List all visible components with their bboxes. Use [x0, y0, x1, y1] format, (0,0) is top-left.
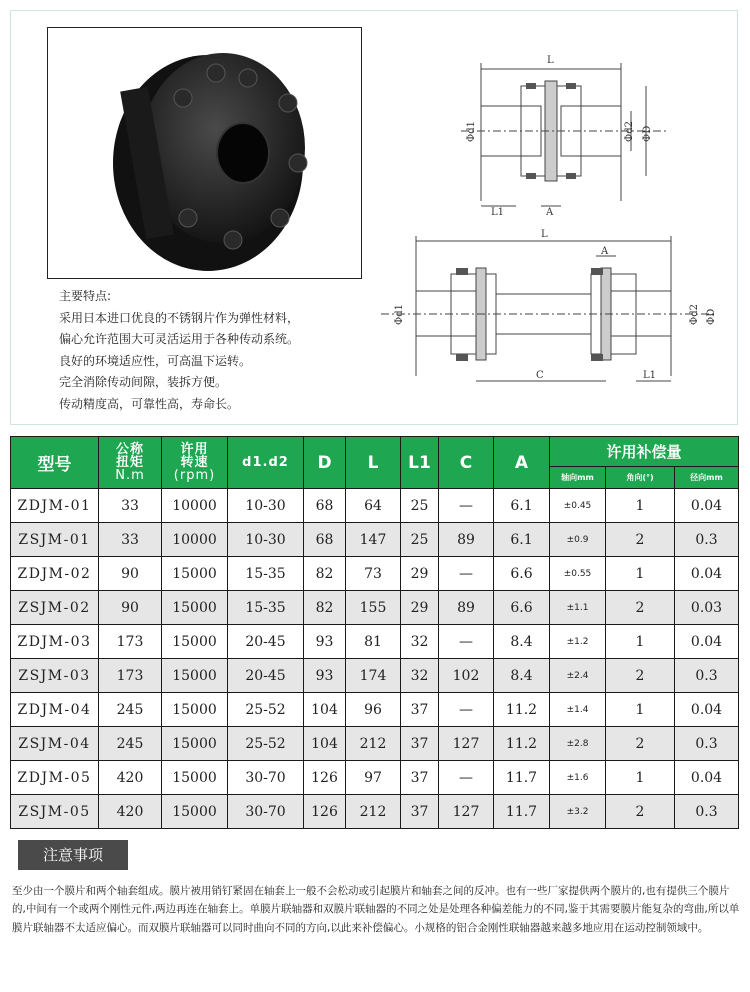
table-cell: 2	[606, 591, 675, 625]
table-cell: 25-52	[228, 727, 304, 761]
dim-L-label-2: L	[541, 229, 548, 240]
table-cell: 15000	[162, 761, 228, 795]
table-cell: 11.2	[494, 693, 550, 727]
product-photo	[47, 27, 362, 279]
table-cell: 10000	[162, 523, 228, 557]
header-L1: L1	[401, 437, 439, 489]
table-row	[11, 693, 739, 727]
dim-A-label-2: A	[601, 246, 609, 257]
header-compensation: 许用补偿量	[550, 437, 739, 467]
table-cell: 30-70	[228, 795, 304, 829]
table-row	[11, 489, 739, 523]
feature-item: 传动精度高，可靠性高，寿命长。	[59, 396, 240, 411]
table-cell: 64	[346, 489, 401, 523]
table-cell: ±0.45	[550, 489, 606, 523]
model-cell: ZDJM-04	[11, 693, 99, 727]
feature-item: 采用日本进口优良的不锈钢片作为弹性材料，	[59, 310, 300, 325]
table-cell: 68	[304, 523, 346, 557]
table-cell: 11.2	[494, 727, 550, 761]
table-cell: —	[439, 761, 494, 795]
table-cell: 90	[99, 591, 162, 625]
model-cell: ZSJM-02	[11, 591, 99, 625]
feature-item: 偏心允许范围大可灵活运用于各种传动系统。	[59, 332, 300, 346]
notice-heading: 注意事项	[18, 840, 128, 870]
table-cell: 0.04	[675, 693, 739, 727]
table-cell: 29	[401, 557, 439, 591]
header-model: 型号	[11, 437, 99, 489]
table-cell: 20-45	[228, 659, 304, 693]
header-axial: 轴向mm	[550, 467, 606, 489]
table-cell: 174	[346, 659, 401, 693]
table-cell: 15000	[162, 557, 228, 591]
table-cell: 126	[304, 761, 346, 795]
table-cell: 420	[99, 761, 162, 795]
table-cell: 96	[346, 693, 401, 727]
table-cell: 82	[304, 591, 346, 625]
table-cell: 0.3	[675, 795, 739, 829]
table-cell: —	[439, 489, 494, 523]
table-cell: 93	[304, 659, 346, 693]
table-cell: 0.3	[675, 659, 739, 693]
model-cell: ZDJM-01	[11, 489, 99, 523]
dim-D-label: ΦD	[642, 125, 653, 142]
table-cell: ±1.1	[550, 591, 606, 625]
table-cell: 173	[99, 625, 162, 659]
model-cell: ZDJM-02	[11, 557, 99, 591]
table-row	[11, 795, 739, 829]
table-cell: 0.3	[675, 523, 739, 557]
features-title: 主要特点:	[59, 289, 112, 303]
dim-C-label: C	[536, 370, 544, 381]
table-cell: 8.4	[494, 659, 550, 693]
dim-A-label: A	[546, 207, 554, 218]
table-cell: 25	[401, 489, 439, 523]
table-cell: 15000	[162, 591, 228, 625]
table-cell: 6.6	[494, 591, 550, 625]
table-cell: ±0.9	[550, 523, 606, 557]
spec-table-body	[11, 489, 739, 829]
model-cell: ZDJM-05	[11, 761, 99, 795]
table-cell: 147	[346, 523, 401, 557]
header-speed: 许用 转速 (rpm)	[162, 437, 228, 489]
table-cell: 173	[99, 659, 162, 693]
table-cell: 25	[401, 523, 439, 557]
table-cell: 37	[401, 693, 439, 727]
header-A: A	[494, 437, 550, 489]
table-row	[11, 591, 739, 625]
table-cell: 126	[304, 795, 346, 829]
table-row	[11, 761, 739, 795]
table-cell: 102	[439, 659, 494, 693]
table-row	[11, 523, 739, 557]
table-cell: 93	[304, 625, 346, 659]
feature-item: 完全消除传动间隙，装拆方便。	[59, 375, 228, 389]
table-cell: 2	[606, 659, 675, 693]
table-cell: 37	[401, 761, 439, 795]
table-cell: 10-30	[228, 489, 304, 523]
table-cell: 30-70	[228, 761, 304, 795]
dim-d2-label-2: Φd2	[689, 304, 700, 325]
table-row	[11, 557, 739, 591]
model-cell: ZSJM-03	[11, 659, 99, 693]
table-cell: ±1.2	[550, 625, 606, 659]
table-cell: 37	[401, 727, 439, 761]
table-cell: 33	[99, 489, 162, 523]
table-cell: 104	[304, 693, 346, 727]
table-cell: 32	[401, 625, 439, 659]
table-cell: 2	[606, 795, 675, 829]
table-cell: 68	[304, 489, 346, 523]
table-row	[11, 659, 739, 693]
table-cell: 1	[606, 489, 675, 523]
table-cell: 0.03	[675, 591, 739, 625]
table-cell: 2	[606, 523, 675, 557]
product-overview-panel	[10, 10, 738, 425]
double-diaphragm-drawing	[381, 226, 721, 401]
dim-d1-label: Φd1	[466, 121, 477, 142]
dim-L1-label-2: L1	[643, 370, 657, 381]
dim-d1-label-2: Φd1	[394, 304, 405, 325]
table-cell: 104	[304, 727, 346, 761]
table-cell: 97	[346, 761, 401, 795]
table-cell: ±1.4	[550, 693, 606, 727]
table-cell: 89	[439, 591, 494, 625]
table-cell: 1	[606, 625, 675, 659]
dim-d2-label: Φd2	[624, 121, 635, 142]
table-cell: ±2.8	[550, 727, 606, 761]
dim-D-label-2: ΦD	[706, 308, 717, 325]
table-cell: 127	[439, 795, 494, 829]
table-cell: 155	[346, 591, 401, 625]
coupling-photo-illustration	[48, 28, 361, 278]
table-cell: 15000	[162, 727, 228, 761]
table-cell: 6.1	[494, 523, 550, 557]
table-cell: 15-35	[228, 591, 304, 625]
header-angular: 角向(°)	[606, 467, 675, 489]
notice-text: 至少由一个膜片和两个轴套组成。膜片被用销钉紧固在轴套上一般不会松动或引起膜片和轴套之间的反冲。也有一些厂家提供两个膜片的,也有提供三个膜片的,中间有一个或两个刚性元件,两边再连在轴套上。单膜片联轴器和双膜片联轴器的不同之处是处理各种偏差能力的不同,鉴于其需要膜片能复杂的弯曲,所以单膜片联轴器不太适应偏心。而双膜片联轴器可以同时曲向不同的方向,以此来补偿偏心。小规格的铝合金刚性联轴器越来越多地应用在运动控制领域中。	[12, 885, 740, 934]
table-cell: 420	[99, 795, 162, 829]
table-cell: —	[439, 693, 494, 727]
table-cell: 6.1	[494, 489, 550, 523]
model-cell: ZSJM-04	[11, 727, 99, 761]
table-cell: —	[439, 625, 494, 659]
table-cell: 1	[606, 693, 675, 727]
table-cell: 0.04	[675, 489, 739, 523]
features-list	[59, 286, 299, 415]
table-cell: 11.7	[494, 761, 550, 795]
header-radial: 径向mm	[675, 467, 739, 489]
table-cell: ±1.6	[550, 761, 606, 795]
table-cell: 0.04	[675, 557, 739, 591]
table-cell: 82	[304, 557, 346, 591]
table-cell: 11.7	[494, 795, 550, 829]
table-cell: ±0.55	[550, 557, 606, 591]
table-cell: 90	[99, 557, 162, 591]
table-cell: 2	[606, 727, 675, 761]
model-cell: ZSJM-01	[11, 523, 99, 557]
table-cell: 0.04	[675, 625, 739, 659]
dim-L-label: L	[547, 55, 554, 66]
table-cell: —	[439, 557, 494, 591]
table-cell: 0.04	[675, 761, 739, 795]
header-L: L	[346, 437, 401, 489]
table-cell: 25-52	[228, 693, 304, 727]
header-D: D	[304, 437, 346, 489]
table-cell: 245	[99, 693, 162, 727]
table-cell: 32	[401, 659, 439, 693]
table-cell: 73	[346, 557, 401, 591]
table-cell: 15000	[162, 659, 228, 693]
table-cell: 6.6	[494, 557, 550, 591]
table-cell: 33	[99, 523, 162, 557]
table-cell: 245	[99, 727, 162, 761]
table-cell: 212	[346, 727, 401, 761]
feature-item: 良好的环境适应性，可高温下运转。	[59, 353, 252, 368]
spec-table	[10, 436, 739, 829]
table-cell: 127	[439, 727, 494, 761]
header-C: C	[439, 437, 494, 489]
table-cell: ±3.2	[550, 795, 606, 829]
table-cell: 15000	[162, 625, 228, 659]
table-cell: 8.4	[494, 625, 550, 659]
table-cell: 15000	[162, 693, 228, 727]
table-cell: 212	[346, 795, 401, 829]
model-cell: ZSJM-05	[11, 795, 99, 829]
table-cell: 10000	[162, 489, 228, 523]
model-cell: ZDJM-03	[11, 625, 99, 659]
dim-L1-label: L1	[491, 207, 505, 218]
header-d: d1.d2	[228, 437, 304, 489]
table-cell: 37	[401, 795, 439, 829]
single-diaphragm-drawing	[461, 41, 676, 221]
header-torque: 公称 扭矩 N.m	[99, 437, 162, 489]
table-cell: 15000	[162, 795, 228, 829]
table-row	[11, 727, 739, 761]
table-cell: 20-45	[228, 625, 304, 659]
table-row	[11, 625, 739, 659]
table-cell: ±2.4	[550, 659, 606, 693]
table-cell: 1	[606, 761, 675, 795]
table-cell: 81	[346, 625, 401, 659]
table-cell: 1	[606, 557, 675, 591]
table-cell: 0.3	[675, 727, 739, 761]
table-cell: 10-30	[228, 523, 304, 557]
table-cell: 29	[401, 591, 439, 625]
table-cell: 89	[439, 523, 494, 557]
table-cell: 15-35	[228, 557, 304, 591]
